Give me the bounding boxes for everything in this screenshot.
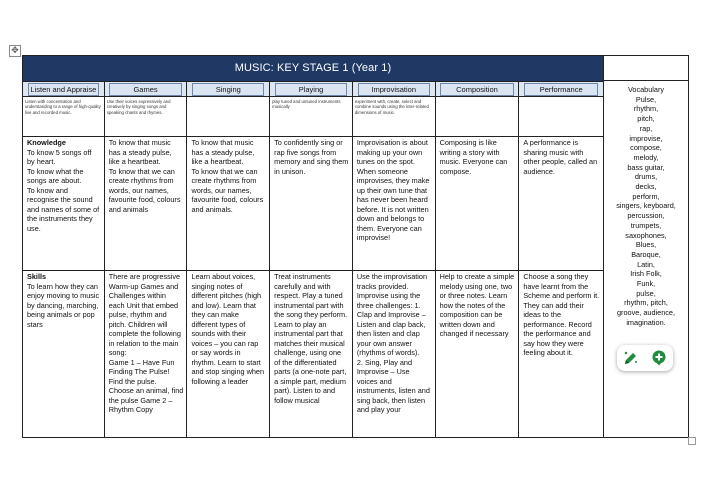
vocabulary-item: rhythm, pitch,: [624, 298, 668, 308]
curriculum-table: [22, 55, 604, 438]
vocabulary-item: groove, audience,: [616, 308, 675, 318]
table-cell[interactable]: Treat instruments carefully and with respect. Play a tuned instrumental part with the song they perform. Learn to play an instrumental part that matches their musical challenge, using one of the differentiated parts (a one-note part, a simple part, medium part). Listen to and follow musical: [270, 271, 353, 438]
header-singing: Singing: [192, 83, 264, 96]
move-icon: ✥: [11, 46, 19, 56]
table-cell[interactable]: Improvisation is about making up your own tunes on the spot. When someone improvises, they make up their own tune that has never been heard before. It is not written down and belongs to them. Everyone can improvise!: [353, 137, 436, 270]
vocabulary-item: Irish Folk,: [630, 269, 662, 279]
vocabulary-title: Vocabulary: [627, 85, 665, 94]
vocabulary-item: Baroque,: [631, 249, 661, 259]
pencil-sparkle-icon: [623, 350, 639, 366]
table-cell[interactable]: To know that music has a steady pulse, like a heartbeat. To know that we can create rhythms from words, our names, favourite food, colours and animals: [105, 137, 188, 270]
vocabulary-item: rhythm,: [633, 104, 659, 114]
vocabulary-item: trumpets,: [630, 220, 662, 230]
vocabulary-column[interactable]: [604, 80, 689, 438]
header-performance: Performance: [524, 83, 598, 96]
header-improvisation: Improvisation: [358, 83, 430, 96]
vocabulary-item: saxophones,: [625, 230, 667, 240]
descriptor-cell: [436, 97, 520, 136]
vocabulary-top-border: [604, 55, 689, 81]
column-header-row: [23, 81, 603, 96]
vocabulary-item: pulse,: [636, 288, 656, 298]
cell-text: To know 5 songs off by heart. To know what the songs are about. To know and recognise the sound and names of some of the instruments they use.: [27, 147, 100, 233]
header-games: Games: [109, 83, 181, 96]
vocabulary-item: melody,: [633, 152, 659, 162]
header-composition: Composition: [440, 83, 513, 96]
header-cell: [105, 82, 188, 96]
header-cell: [519, 82, 603, 96]
vocabulary-item: Pulse,: [635, 94, 657, 104]
table-cell[interactable]: To confidently sing or rap five songs from memory and sing them in unison.: [270, 137, 353, 270]
table-resize-handle[interactable]: [688, 437, 696, 445]
vocabulary-item: decks,: [635, 182, 657, 192]
table-cell[interactable]: To know that music has a steady pulse, like a heartbeat. To know that we can create rhythms from words, our names, favourite food, colours and animals.: [187, 137, 270, 270]
vocabulary-item: improvise,: [629, 133, 663, 143]
table-title: MUSIC: KEY STAGE 1 (Year 1): [23, 56, 603, 81]
add-note-icon: [651, 350, 667, 366]
vocabulary-item: Latin,: [637, 259, 655, 269]
table-cell[interactable]: A performance is sharing music with other people, called an audience.: [523, 138, 600, 176]
descriptor-cell: play tuned and untuned instruments musically: [270, 97, 353, 136]
vocabulary-item: singers, keyboard,: [616, 201, 676, 211]
knowledge-row: [23, 136, 603, 270]
descriptor-cell: [187, 97, 270, 136]
header-cell: [436, 82, 520, 96]
table-cell[interactable]: Learn about voices, singing notes of different pitches (high and low). Learn that they can make different types of sounds with their voices – you can rap or say words in rhythm. Learn to start and stop singing when following a leader: [187, 271, 270, 438]
table-cell[interactable]: Use the improvisation tracks provided. Improvise using the three challenges: 1. Clap and Improvise – Listen and clap back, then listen and clap your own answer (rhythms of words). 2. Sing, Play and Improvise – Use voices and instruments, listen and sing back, then listen and play your: [353, 271, 436, 438]
header-listen: Listen and Appraise: [28, 83, 99, 96]
skills-row: [23, 270, 603, 438]
header-playing: Playing: [275, 83, 347, 96]
header-cell: [187, 82, 270, 96]
descriptor-cell: experiment with, create, select and combine sounds using the inter-related dimensions of music.: [353, 97, 436, 136]
vocabulary-item: pitch,: [637, 114, 655, 124]
pencil-sparkle-button[interactable]: [622, 349, 640, 367]
vocabulary-list: [604, 95, 688, 328]
vocabulary-item: imagination.: [626, 317, 666, 327]
table-cell[interactable]: [23, 137, 105, 270]
vocabulary-item: rap,: [639, 123, 653, 133]
table-cell[interactable]: Help to create a simple melody using one, two or three notes. Learn how the notes of the composition can be written down and changed if necessary: [436, 271, 520, 438]
vocabulary-item: Funk,: [636, 279, 656, 289]
table-move-handle[interactable]: [9, 45, 21, 57]
table-cell[interactable]: [23, 271, 105, 438]
header-cell: [270, 82, 353, 96]
floating-action-buttons: [617, 345, 673, 371]
vocabulary-item: drums,: [634, 172, 658, 182]
add-note-button[interactable]: [650, 349, 668, 367]
vocabulary-item: compose,: [630, 143, 662, 153]
vocabulary-item: percussion,: [627, 211, 665, 221]
header-cell: [353, 82, 436, 96]
table-cell[interactable]: Choose a song they have learnt from the Scheme and perform it. They can add their ideas to the performance. Record the performance and say how they were feeling about it.: [523, 272, 602, 357]
vocabulary-item: bass guitar,: [627, 162, 665, 172]
descriptor-cell: Use their voices expressively and creatively by singing songs and speaking chants and rhymes.: [105, 97, 188, 136]
knowledge-label: Knowledge: [27, 138, 66, 147]
descriptor-cell: [519, 97, 603, 136]
table-cell[interactable]: There are progressive Warm-up Games and Challenges within each Unit that embed pulse, rhythm and pitch. Children will complete the following in relation to the main song: Game 1 – Have Fun Finding The Pulse! Find the pulse. Choose an animal, find the pulse Game 2 – Rhythm Copy: [105, 271, 188, 438]
descriptor-row: [23, 96, 603, 136]
vocabulary-item: perform,: [632, 191, 660, 201]
descriptor-cell: Listen with concentration and understanding to a range of high-quality live and recorded music.: [23, 97, 105, 136]
table-cell[interactable]: Composing is like writing a story with music. Everyone can compose.: [436, 137, 520, 270]
header-cell: [23, 82, 105, 96]
cell-text: To learn how they can enjoy moving to music by dancing, marching, being animals or pop stars: [27, 281, 102, 329]
skills-label: Skills: [27, 272, 47, 281]
vocabulary-item: Blues,: [635, 240, 657, 250]
